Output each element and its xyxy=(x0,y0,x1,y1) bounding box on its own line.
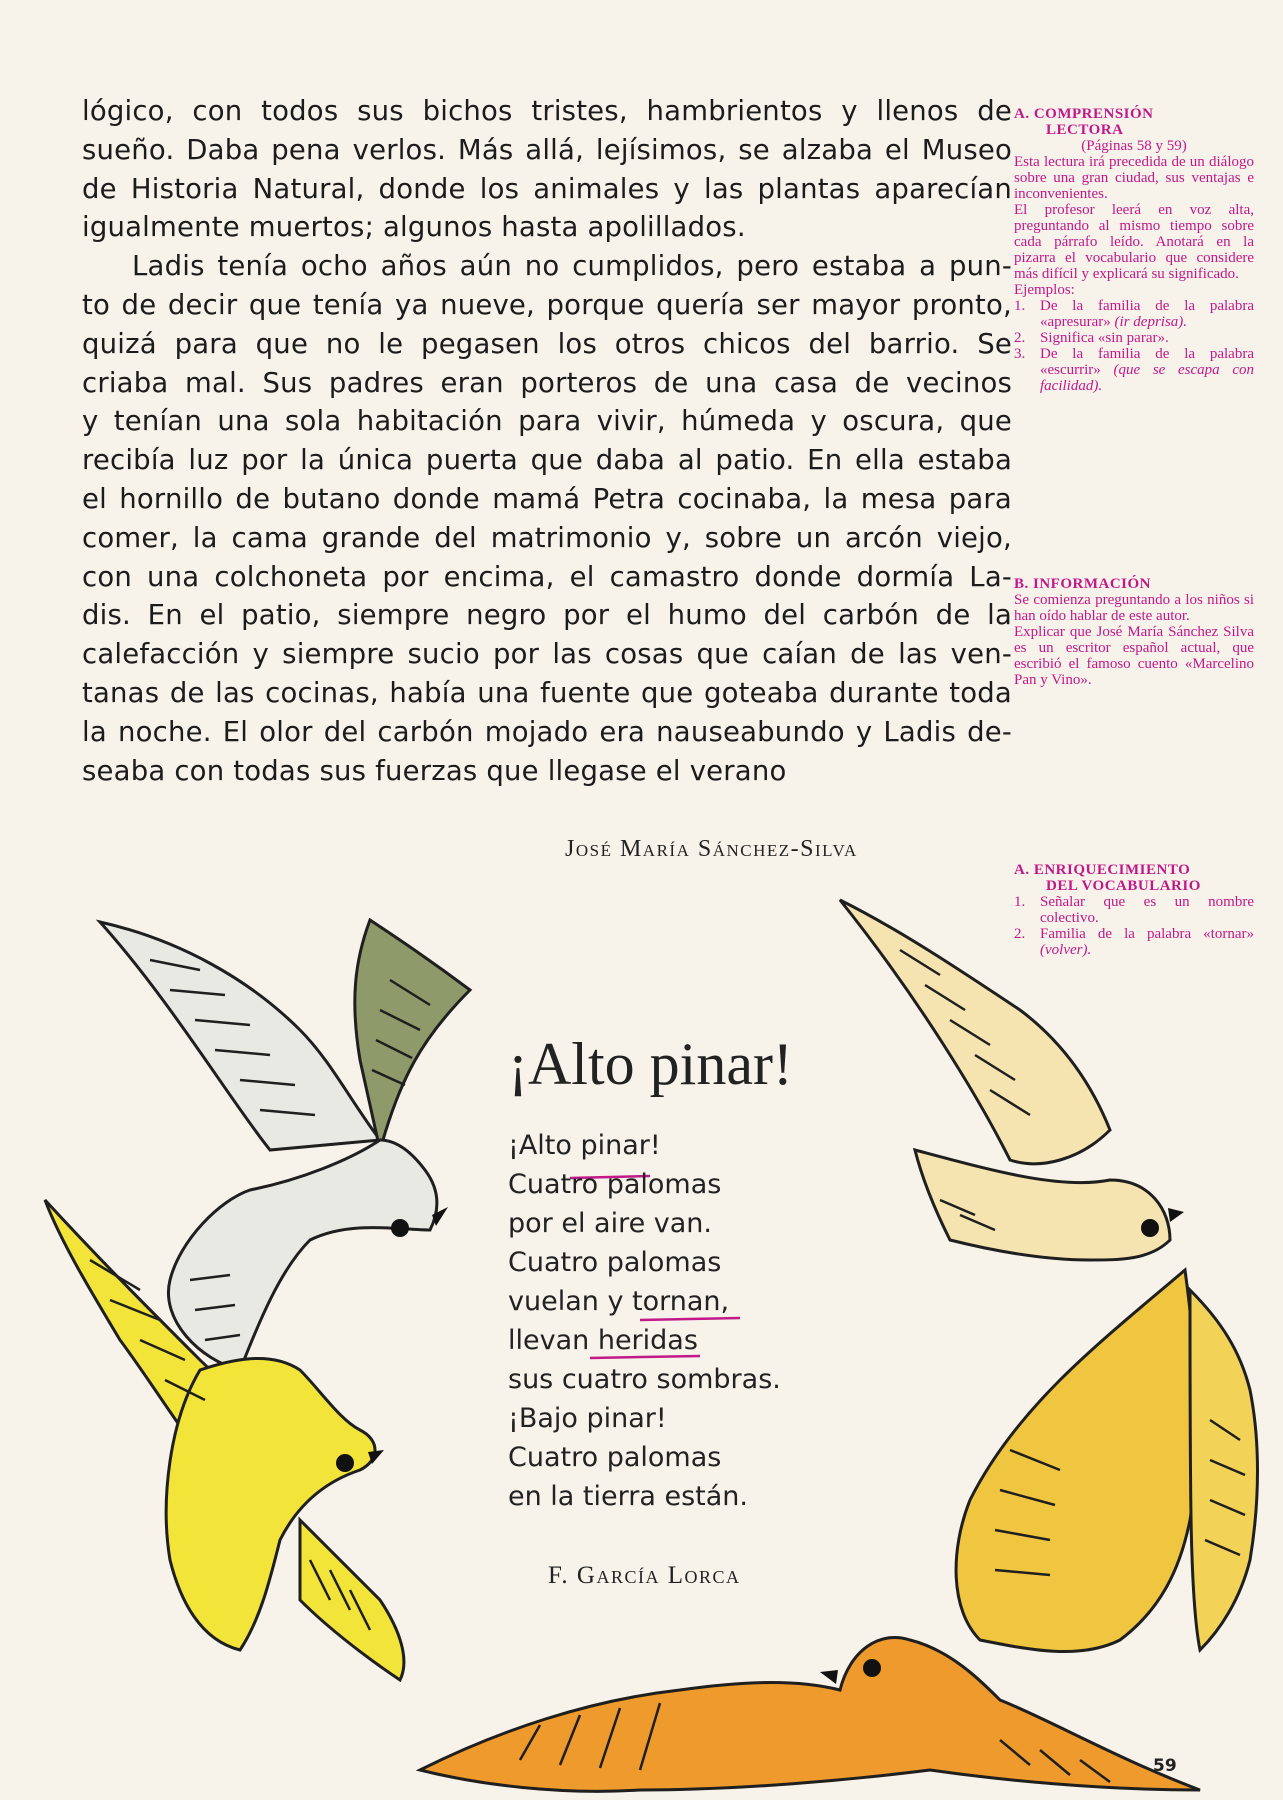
note-item-text-italic: (ir deprisa). xyxy=(1114,314,1188,330)
note-paragraph: El profesor leerá en voz alta, preguntando al mismo tiempo sobre cada párrafo leído. Anotará en la pizarra el vocabulario que considere más difícil y explicará su significado. xyxy=(1014,202,1254,282)
prose-body xyxy=(82,92,1012,790)
prose-line: el hornillo de butano donde mamá Petra cocinaba, la mesa para xyxy=(82,482,1012,515)
note-heading-line: A. ENRIQUECIMIENTO xyxy=(1014,862,1191,878)
note-paragraph: Explicar que José María Sánchez Silva es un escritor español actual, que escribió el famoso cuento «Marcelino Pan y Vino». xyxy=(1014,624,1254,688)
note-paragraph: Se comienza preguntando a los niños si han oído hablar de este autor. xyxy=(1014,592,1254,624)
poem-line: por el aire van. xyxy=(508,1208,713,1239)
note-item xyxy=(1014,330,1254,346)
prose-line: dis. En el patio, siempre negro por el humo del carbón de la xyxy=(82,599,1012,632)
note-paragraph: Esta lectura irá precedida de un diálogo sobre una gran ciudad, sus ventajas e inconvenientes. xyxy=(1014,154,1254,202)
margin-note-comprension xyxy=(1014,106,1254,394)
note-item-text: Significa «sin parar». xyxy=(1040,330,1169,346)
prose-line: calefacción y siempre sucio por las cosas que caían de las ven- xyxy=(82,638,1012,671)
note-item-number: 2. xyxy=(1014,926,1026,942)
prose-line: y tenían una sola habitación para vivir, húmeda y oscura, que xyxy=(82,405,1012,438)
note-heading xyxy=(1014,862,1254,894)
margin-note-vocabulario xyxy=(1014,862,1254,958)
note-item-text xyxy=(1040,926,1254,958)
note-item xyxy=(1014,894,1254,926)
note-heading-line: DEL VOCABULARIO xyxy=(1046,878,1201,894)
note-item-text: Señalar que es un nombre colectivo. xyxy=(1040,894,1254,926)
note-item-text-italic: (volver). xyxy=(1040,942,1092,958)
prose-line: recibía luz por la única puerta que daba al patio. En ella estaba xyxy=(82,444,1012,477)
note-item xyxy=(1014,926,1254,958)
prose-author: José María Sánchez-Silva xyxy=(565,836,858,862)
poem-author: F. García Lorca xyxy=(548,1562,741,1589)
poem-body xyxy=(508,1126,781,1516)
prose-line: seaba con todas sus fuerzas que llegase el verano xyxy=(82,754,787,787)
note-item-number: 2. xyxy=(1014,330,1026,346)
note-heading-line: A. COMPRENSIÓN xyxy=(1014,106,1154,122)
poem-line: vuelan y tornan, xyxy=(508,1286,730,1317)
note-item xyxy=(1014,298,1254,330)
note-item-text-main: De la familia de la palabra «apresurar» xyxy=(1040,298,1254,330)
orange-dove-icon xyxy=(420,1637,1200,1791)
poem-line: llevan heridas xyxy=(508,1325,698,1356)
note-item-text xyxy=(1040,346,1254,394)
note-heading: B. INFORMACIÓN xyxy=(1014,576,1151,592)
note-item-text-italic: (que se escapa con facilidad). xyxy=(1040,362,1254,394)
prose-line: lógico, con todos sus bichos tristes, hambrientos y llenos de xyxy=(82,95,1012,127)
prose-line: con una colchoneta por encima, el camastro donde dormía La- xyxy=(82,560,1012,593)
note-item-text xyxy=(1040,298,1254,330)
prose-line: de Historia Natural, donde los animales y las plantas aparecían xyxy=(82,172,1012,205)
note-pages: (Páginas 58 y 59) xyxy=(1081,138,1187,154)
prose-line: la noche. El olor del carbón mojado era nauseabundo y Ladis de- xyxy=(82,715,1012,748)
poem-line: en la tierra están. xyxy=(508,1481,748,1512)
poem-line: Cuatro palomas xyxy=(508,1247,722,1278)
margin-note-informacion xyxy=(1014,576,1254,688)
prose-line: to de decir que tenía ya nueve, porque quería ser mayor pronto, xyxy=(82,288,1012,321)
poem-line: ¡Alto pinar! xyxy=(508,1130,661,1161)
prose-line: sueño. Daba pena verlos. Más allá, lejísimos, se alzaba el Museo xyxy=(82,133,1012,166)
note-examples-label: Ejemplos: xyxy=(1014,282,1075,298)
gold-dove-icon xyxy=(956,1270,1257,1652)
poem-line: ¡Bajo pinar! xyxy=(508,1403,667,1434)
poem-line: Cuatro palomas xyxy=(508,1169,722,1200)
page-number: 59 xyxy=(1153,1756,1177,1776)
note-item-number: 3. xyxy=(1014,346,1026,362)
prose-line: igualmente muertos; algunos hasta apolillados. xyxy=(82,211,746,244)
note-item-text-main: Familia de la palabra «tornar» xyxy=(1040,926,1254,942)
poem-line: sus cuatro sombras. xyxy=(508,1364,781,1395)
prose-line: criaba mal. Sus padres eran porteros de una casa de vecinos xyxy=(82,366,1012,399)
poem-line: Cuatro palomas xyxy=(508,1442,722,1473)
prose-line: comer, la cama grande del matrimonio y, sobre un arcón viejo, xyxy=(82,521,1012,554)
note-item-number: 1. xyxy=(1014,298,1026,314)
grey-dove-icon xyxy=(100,920,470,1370)
poem-title: ¡Alto pinar! xyxy=(508,1031,793,1097)
note-item-number: 1. xyxy=(1014,894,1026,910)
note-item-text-main: De la familia de la palabra «escurrir» xyxy=(1040,346,1254,378)
note-item xyxy=(1014,346,1254,394)
prose-line: Ladis tenía ocho años aún no cumplidos, pero estaba a pun- xyxy=(132,250,1012,283)
prose-line: tanas de las cocinas, había una fuente que goteaba durante toda xyxy=(82,676,1012,709)
note-heading-line: LECTORA xyxy=(1046,122,1124,138)
note-heading xyxy=(1014,106,1254,138)
prose-line: quizá para que no le pegasen los otros chicos del barrio. Se xyxy=(82,327,1012,360)
